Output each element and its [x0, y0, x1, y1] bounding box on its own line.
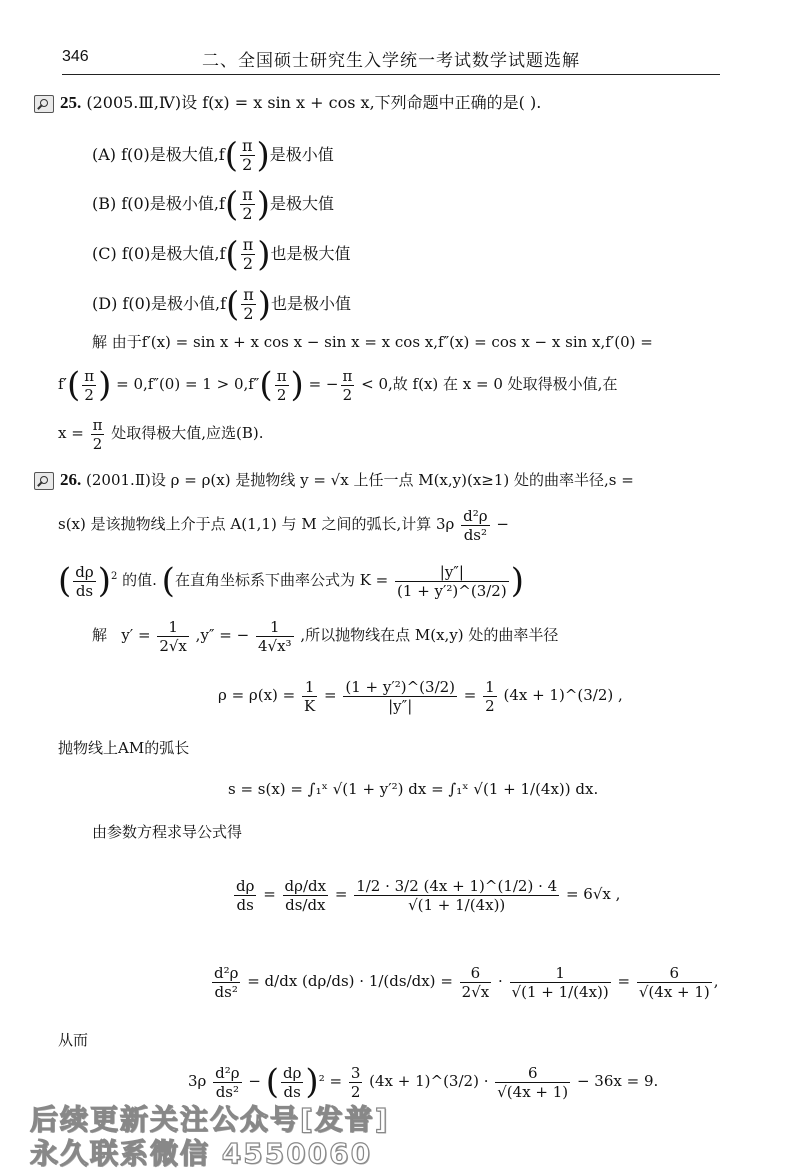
solution-25-line3: x = $\frac{\pi}{2}$ 处取得极大值,应选(B). — [58, 415, 264, 453]
solution-26-derivatives: 解 y′ = $\frac{1}{2√x}$ ,y″ = − $\frac{1}{\text{4√x³}}$ ,所以抛物线在点 M(x,y) 处的曲率半径 — [92, 617, 559, 655]
option-d: (D) f(0)是极小值,f( $\frac{\pi}{2}$ )也是极小值 — [92, 284, 352, 325]
fraction: $\frac{\pi}{2}$ — [242, 136, 253, 174]
option-label: (D) f(0)是极小值,f — [92, 294, 226, 313]
problem-26-line2: s(x) 是该抛物线上介于点 A(1,1) 与 M 之间的弧长,计算 3ρ $\frac{\text{d²ρ}}{\text{ds²}}$ − — [58, 506, 509, 544]
header-rule — [62, 74, 720, 75]
param-text: 由参数方程求导公式得 — [92, 823, 243, 841]
watermark-line-1: 后续更新关注公众号[发普] — [30, 1103, 390, 1136]
fraction: $\frac{\pi}{2}$ — [242, 185, 253, 223]
second-derivative: $\frac{\text{d²ρ}}{\text{ds²}}$ = d/dx (dρ/ds) · 1/(ds/dx) = $\frac{6}{2√x}$ · $\frac{1}{√(1 + 1/(4x))}$ = $\frac{6}{√(4x + 1)}$ , — [214, 963, 719, 1001]
watermark-line-2: 永久联系微信 4550060 — [30, 1137, 373, 1170]
option-label: (C) f(0)是极大值,f — [92, 244, 226, 263]
problem-25-stem — [60, 93, 541, 113]
option-tail: 是极大值 — [269, 194, 334, 213]
problem-number: 25. — [60, 93, 82, 112]
fraction: $\frac{\pi}{2}$ — [243, 285, 254, 323]
option-tail: 是极小值 — [269, 145, 334, 164]
problem-search-icon — [34, 472, 54, 490]
problem-number: 26. — [60, 470, 82, 489]
problem-text: (2005.Ⅲ,Ⅳ)设 f(x) = x sin x + cos x,下列命题中正确的是( ). — [86, 93, 542, 112]
rho-equation: ρ = ρ(x) = $\frac{1}{K}$ = $\frac{\text{(1 + y′²)\textasciicircum{}(3/2)}}{|y''|}$ = $\frac{1}{2}$ (4x + 1)^(3/2) , — [218, 677, 623, 715]
therefore-text: 从而 — [58, 1031, 89, 1049]
page-header — [62, 46, 718, 72]
option-a: (A) f(0)是极大值,f( $\frac{\pi}{2}$ )是极小值 — [92, 135, 334, 176]
solution-25-line1: 解 由于f′(x) = sin x + x cos x − sin x = x cos x,f″(x) = cos x − x sin x,f′(0) = — [92, 333, 653, 351]
problem-26-line1: 26. (2001.Ⅱ)设 ρ = ρ(x) 是抛物线 y = √x 上任一点 M(x,y)(x≥1) 处的曲率半径,s = — [60, 470, 634, 489]
final-equation: 3ρ $\frac{\text{d²ρ}}{\text{ds²}}$ − ( $\frac{d\rho}{ds}$ )² = $\frac{3}{2}$ (4x + 1)^(3/2) · $\frac{6}{√(4x + 1)}$ − 36x = 9. — [188, 1062, 659, 1102]
option-label: (A) f(0)是极大值,f — [92, 145, 225, 164]
option-tail: 也是极小值 — [271, 294, 352, 313]
problem-26-line3: ( $\frac{d\rho}{ds}$ )$^2$ 的值. (在直角坐标系下曲率公式为 K = $\frac{|y''|}{\text{(1 + y′²)\textasciicircum{}(3/2)}}$ ) — [58, 561, 524, 601]
problem-search-icon — [34, 95, 54, 113]
running-title: 二、全国硕士研究生入学统一考试数学试题选解 — [202, 51, 580, 71]
arc-length-equation: s = s(x) = ∫₁ˣ √(1 + y′²) dx = ∫₁ˣ √(1 + 1/(4x)) dx. — [228, 780, 599, 798]
arc-label: 抛物线上AM的弧长 — [58, 739, 190, 757]
option-b: (B) f(0)是极小值,f( $\frac{\pi}{2}$ )是极大值 — [92, 184, 334, 225]
option-tail: 也是极大值 — [270, 244, 351, 263]
option-label: (B) f(0)是极小值,f — [92, 194, 225, 213]
fraction: $\frac{\pi}{2}$ — [242, 235, 254, 273]
solution-25-line2: f′( $\frac{\pi}{2}$ ) = 0,f″(0) = 1 > 0,f″( $\frac{\pi}{2}$ ) = − $\frac{\pi}{2}$ < 0,故 f(x) 在 x = 0 处取得极小值,在 — [58, 365, 618, 405]
page-number: 346 — [62, 48, 89, 65]
option-c: (C) f(0)是极大值,f( $\frac{\pi}{2}$ )也是极大值 — [92, 234, 351, 275]
first-derivative: $\frac{d\rho}{ds}$ = $\frac{d\rho/dx}{ds/dx}$ = $\frac{1/2 \cdot 3/2 (4x + 1)\^{}(1/2) \cdot 4}{√(1 + 1/(4x))}$ = 6√x , — [236, 876, 621, 914]
